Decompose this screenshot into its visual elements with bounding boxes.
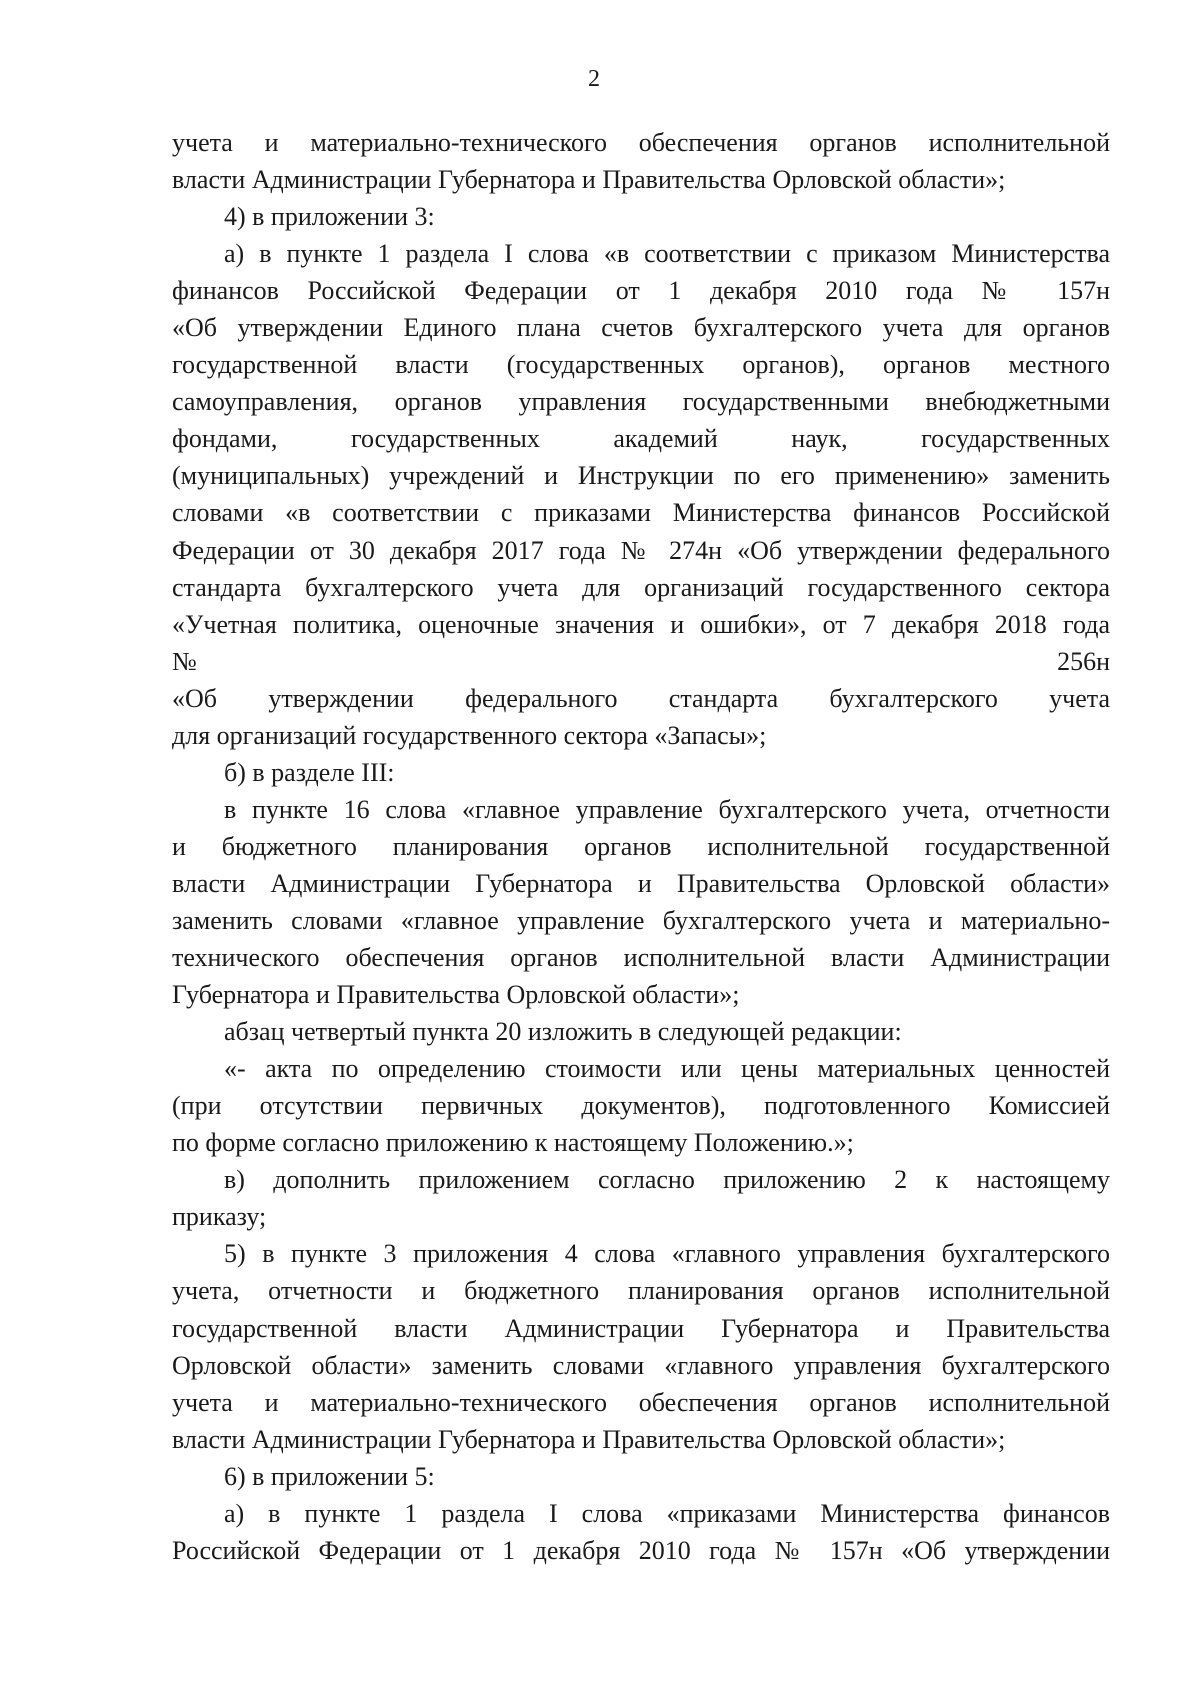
- text-line: Федерации от 30 декабря 2017 года № 274н «Об утверждении федерального: [172, 535, 1110, 565]
- text-line: Российской Федерации от 1 декабря 2010 года № 157н «Об утверждении: [172, 1535, 1110, 1565]
- text-line: власти Администрации Губернатора и Правительства Орловской области»;: [172, 165, 1006, 195]
- text-line: «Учетная политика, оценочные значения и ошибки», от 7 декабря 2018 года: [172, 609, 1110, 639]
- text-line: 4) в приложении 3:: [224, 202, 435, 232]
- text-line: приказу;: [172, 1202, 267, 1232]
- text-line: и бюджетного планирования органов исполнительной государственной: [172, 831, 1110, 861]
- text-line: заменить словами «главное управление бухгалтерского учета и материально-: [172, 905, 1110, 935]
- text-line: а) в пункте 1 раздела I слова «в соответствии с приказом Министерства: [224, 239, 1110, 269]
- text-line: Орловской области» заменить словами «главного управления бухгалтерского: [172, 1350, 1110, 1380]
- text-line: власти Администрации Губернатора и Правительства Орловской области»;: [172, 1424, 1006, 1454]
- text-line: стандарта бухгалтерского учета для организаций государственного сектора: [172, 572, 1110, 602]
- text-line: «Об утверждении федерального стандарта бухгалтерского учета: [172, 683, 1110, 713]
- text-line: учета, отчетности и бюджетного планирования органов исполнительной: [172, 1276, 1110, 1306]
- text-line: «- акта по определению стоимости или цены материальных ценностей: [224, 1054, 1110, 1084]
- text-line: 6) в приложении 5:: [224, 1461, 435, 1491]
- document-body: [172, 124, 1110, 1569]
- text-line: государственной власти (государственных органов), органов местного: [172, 350, 1110, 380]
- text-line: № 256н: [172, 646, 1110, 676]
- text-line: фондами, государственных академий наук, государственных: [172, 424, 1110, 454]
- text-line: финансов Российской Федерации от 1 декабря 2010 года № 157н: [172, 276, 1110, 306]
- text-line: учета и материально-технического обеспечения органов исполнительной: [172, 128, 1110, 157]
- text-line: власти Администрации Губернатора и Правительства Орловской области»: [172, 868, 1110, 898]
- text-line: Губернатора и Правительства Орловской области»;: [172, 980, 740, 1010]
- text-line: в) дополнить приложением согласно приложению 2 к настоящему: [224, 1165, 1110, 1195]
- text-line: а) в пункте 1 раздела I слова «приказами Министерства финансов: [224, 1498, 1110, 1528]
- text-line: «Об утверждении Единого плана счетов бухгалтерского учета для органов: [172, 313, 1110, 343]
- text-line: государственной власти Администрации Губернатора и Правительства: [172, 1313, 1110, 1343]
- text-line: в пункте 16 слова «главное управление бухгалтерского учета, отчетности: [224, 794, 1110, 824]
- text-line: 5) в пункте 3 приложения 4 слова «главного управления бухгалтерского: [224, 1239, 1110, 1269]
- text-line: б) в разделе III:: [224, 757, 395, 787]
- text-line: словами «в соответствии с приказами Министерства финансов Российской: [172, 498, 1110, 528]
- text-line: (муниципальных) учреждений и Инструкции по его применению» заменить: [172, 461, 1110, 491]
- text-line: технического обеспечения органов исполнительной власти Администрации: [172, 943, 1110, 973]
- text-line: для организаций государственного сектора «Запасы»;: [172, 720, 767, 750]
- text-line: абзац четвертый пункта 20 изложить в следующей редакции:: [224, 1017, 902, 1047]
- text-line: учета и материально-технического обеспечения органов исполнительной: [172, 1387, 1110, 1417]
- text-line: самоуправления, органов управления государственными внебюджетными: [172, 387, 1110, 417]
- text-line: (при отсутствии первичных документов), подготовленного Комиссией: [172, 1091, 1110, 1121]
- page-number: 2: [588, 66, 600, 92]
- text-line: по форме согласно приложению к настоящему Положению.»;: [172, 1128, 854, 1158]
